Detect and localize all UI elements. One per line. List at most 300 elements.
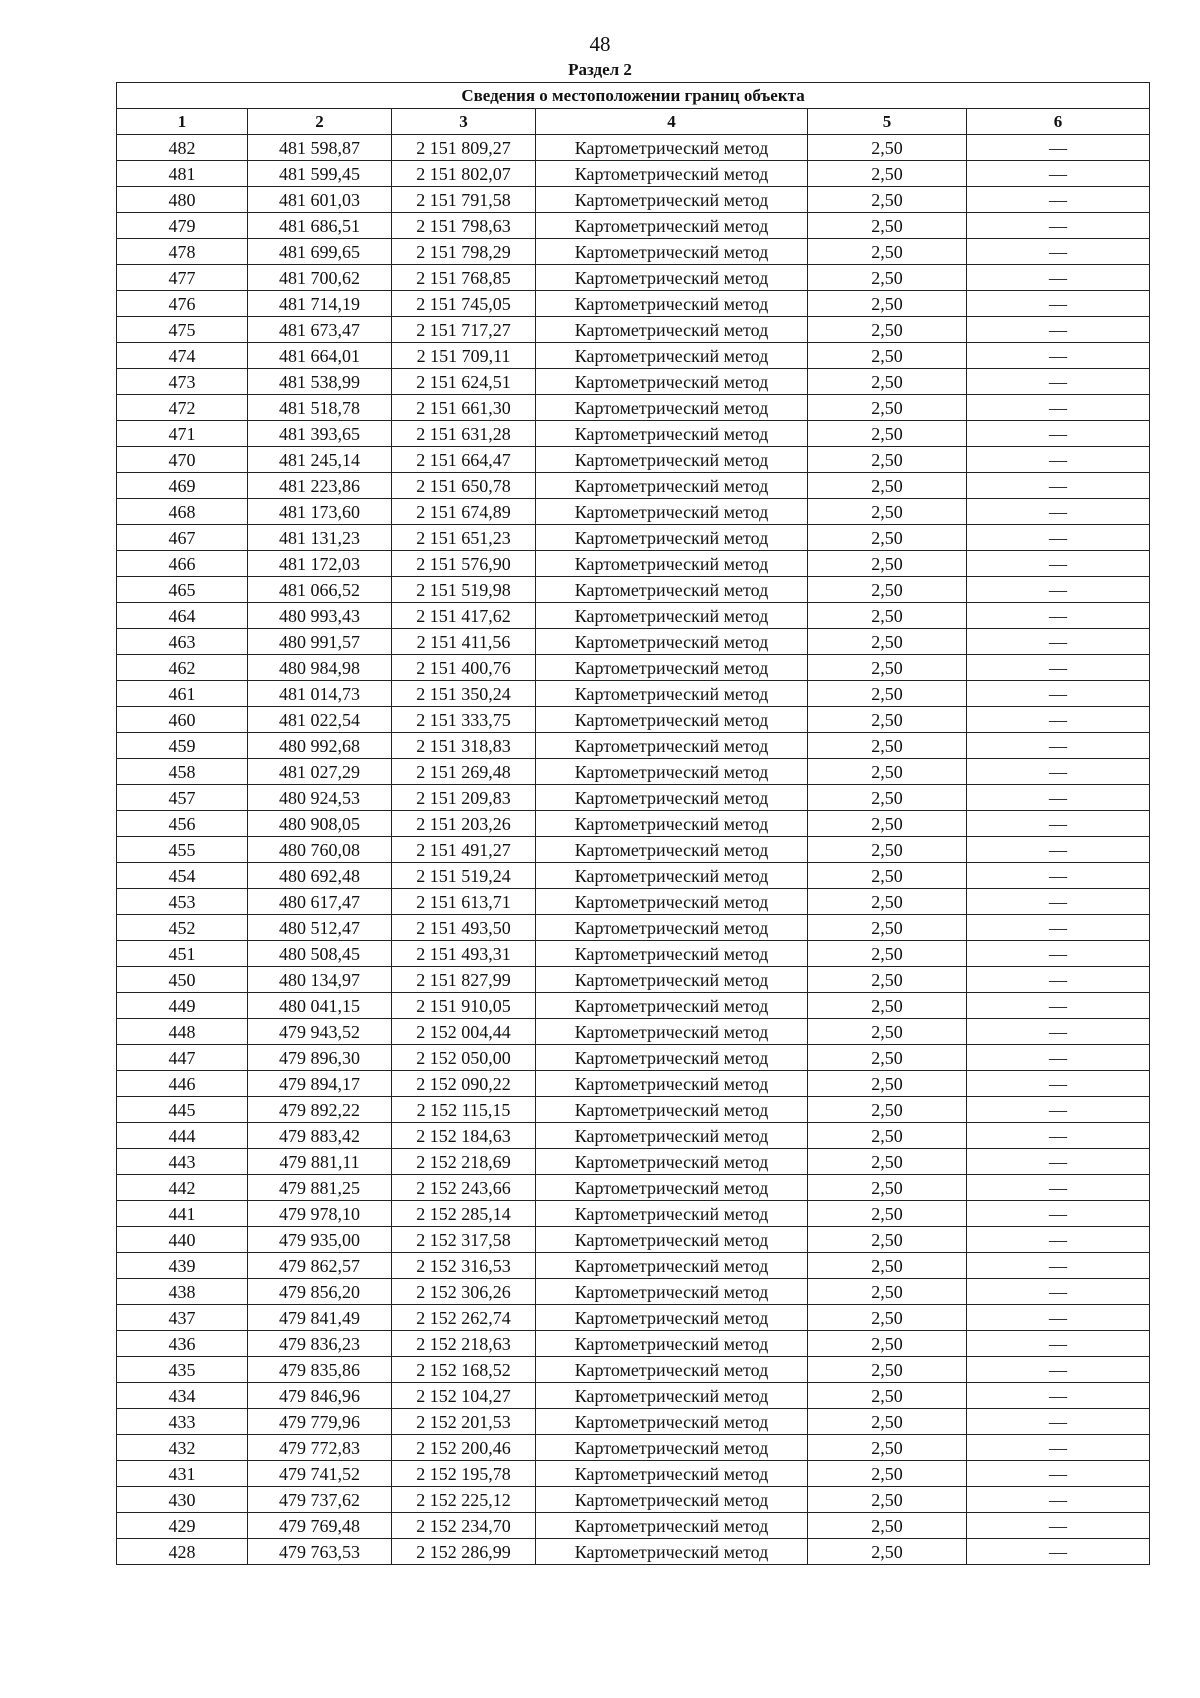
accuracy-cell: 2,50 <box>808 343 967 369</box>
description-cell: — <box>967 291 1150 317</box>
description-cell: — <box>967 707 1150 733</box>
description-cell: — <box>967 863 1150 889</box>
boundary-coordinates-table <box>116 82 1150 1565</box>
description-cell: — <box>967 447 1150 473</box>
accuracy-cell: 2,50 <box>808 1435 967 1461</box>
point-number-cell: 466 <box>117 551 248 577</box>
y-coordinate-cell: 2 151 798,63 <box>392 213 536 239</box>
y-coordinate-cell: 2 151 624,51 <box>392 369 536 395</box>
y-coordinate-cell: 2 152 050,00 <box>392 1045 536 1071</box>
method-cell: Картометрический метод <box>536 447 808 473</box>
table-row <box>117 213 1150 239</box>
table-row <box>117 655 1150 681</box>
method-cell: Картометрический метод <box>536 603 808 629</box>
accuracy-cell: 2,50 <box>808 447 967 473</box>
point-number-cell: 445 <box>117 1097 248 1123</box>
y-coordinate-cell: 2 152 317,58 <box>392 1227 536 1253</box>
x-coordinate-cell: 481 598,87 <box>248 135 392 161</box>
x-coordinate-cell: 479 846,96 <box>248 1383 392 1409</box>
description-cell: — <box>967 1097 1150 1123</box>
method-cell: Картометрический метод <box>536 967 808 993</box>
x-coordinate-cell: 479 737,62 <box>248 1487 392 1513</box>
y-coordinate-cell: 2 151 417,62 <box>392 603 536 629</box>
point-number-cell: 447 <box>117 1045 248 1071</box>
y-coordinate-cell: 2 152 218,69 <box>392 1149 536 1175</box>
method-cell: Картометрический метод <box>536 1461 808 1487</box>
y-coordinate-cell: 2 152 004,44 <box>392 1019 536 1045</box>
table-row <box>117 369 1150 395</box>
description-cell: — <box>967 681 1150 707</box>
description-cell: — <box>967 551 1150 577</box>
description-cell: — <box>967 889 1150 915</box>
table-row <box>117 1123 1150 1149</box>
table-row <box>117 889 1150 915</box>
accuracy-cell: 2,50 <box>808 1383 967 1409</box>
method-cell: Картометрический метод <box>536 863 808 889</box>
method-cell: Картометрический метод <box>536 1409 808 1435</box>
table-row <box>117 187 1150 213</box>
description-cell: — <box>967 941 1150 967</box>
y-coordinate-cell: 2 152 104,27 <box>392 1383 536 1409</box>
y-coordinate-cell: 2 151 411,56 <box>392 629 536 655</box>
accuracy-cell: 2,50 <box>808 629 967 655</box>
method-cell: Картометрический метод <box>536 1019 808 1045</box>
y-coordinate-cell: 2 152 200,46 <box>392 1435 536 1461</box>
accuracy-cell: 2,50 <box>808 915 967 941</box>
accuracy-cell: 2,50 <box>808 1253 967 1279</box>
x-coordinate-cell: 481 700,62 <box>248 265 392 291</box>
method-cell: Картометрический метод <box>536 1383 808 1409</box>
x-coordinate-cell: 481 673,47 <box>248 317 392 343</box>
accuracy-cell: 2,50 <box>808 161 967 187</box>
description-cell: — <box>967 993 1150 1019</box>
y-coordinate-cell: 2 151 613,71 <box>392 889 536 915</box>
description-cell: — <box>967 239 1150 265</box>
x-coordinate-cell: 479 835,86 <box>248 1357 392 1383</box>
description-cell: — <box>967 1227 1150 1253</box>
y-coordinate-cell: 2 151 827,99 <box>392 967 536 993</box>
table-row <box>117 629 1150 655</box>
point-number-cell: 437 <box>117 1305 248 1331</box>
x-coordinate-cell: 479 894,17 <box>248 1071 392 1097</box>
x-coordinate-cell: 481 022,54 <box>248 707 392 733</box>
x-coordinate-cell: 481 027,29 <box>248 759 392 785</box>
accuracy-cell: 2,50 <box>808 395 967 421</box>
method-cell: Картометрический метод <box>536 551 808 577</box>
description-cell: — <box>967 317 1150 343</box>
y-coordinate-cell: 2 151 333,75 <box>392 707 536 733</box>
point-number-cell: 430 <box>117 1487 248 1513</box>
point-number-cell: 453 <box>117 889 248 915</box>
y-coordinate-cell: 2 151 269,48 <box>392 759 536 785</box>
point-number-cell: 473 <box>117 369 248 395</box>
x-coordinate-cell: 481 714,19 <box>248 291 392 317</box>
table-row <box>117 1305 1150 1331</box>
point-number-cell: 457 <box>117 785 248 811</box>
y-coordinate-cell: 2 151 651,23 <box>392 525 536 551</box>
method-cell: Картометрический метод <box>536 1357 808 1383</box>
point-number-cell: 439 <box>117 1253 248 1279</box>
description-cell: — <box>967 1487 1150 1513</box>
y-coordinate-cell: 2 151 493,50 <box>392 915 536 941</box>
table-header-row <box>117 109 1150 135</box>
table-row <box>117 1539 1150 1565</box>
point-number-cell: 434 <box>117 1383 248 1409</box>
point-number-cell: 463 <box>117 629 248 655</box>
accuracy-cell: 2,50 <box>808 889 967 915</box>
column-header: 2 <box>248 109 392 135</box>
table-row <box>117 317 1150 343</box>
table-row <box>117 395 1150 421</box>
description-cell: — <box>967 967 1150 993</box>
accuracy-cell: 2,50 <box>808 733 967 759</box>
point-number-cell: 443 <box>117 1149 248 1175</box>
point-number-cell: 459 <box>117 733 248 759</box>
accuracy-cell: 2,50 <box>808 369 967 395</box>
x-coordinate-cell: 481 538,99 <box>248 369 392 395</box>
accuracy-cell: 2,50 <box>808 213 967 239</box>
description-cell: — <box>967 187 1150 213</box>
y-coordinate-cell: 2 152 218,63 <box>392 1331 536 1357</box>
y-coordinate-cell: 2 152 168,52 <box>392 1357 536 1383</box>
table-body <box>117 135 1150 1565</box>
point-number-cell: 481 <box>117 161 248 187</box>
table-row <box>117 733 1150 759</box>
method-cell: Картометрический метод <box>536 837 808 863</box>
table-row <box>117 343 1150 369</box>
accuracy-cell: 2,50 <box>808 1409 967 1435</box>
method-cell: Картометрический метод <box>536 993 808 1019</box>
y-coordinate-cell: 2 152 262,74 <box>392 1305 536 1331</box>
description-cell: — <box>967 1045 1150 1071</box>
method-cell: Картометрический метод <box>536 889 808 915</box>
description-cell: — <box>967 629 1150 655</box>
accuracy-cell: 2,50 <box>808 317 967 343</box>
table-row <box>117 1019 1150 1045</box>
method-cell: Картометрический метод <box>536 577 808 603</box>
description-cell: — <box>967 395 1150 421</box>
x-coordinate-cell: 480 692,48 <box>248 863 392 889</box>
table-row <box>117 1461 1150 1487</box>
point-number-cell: 436 <box>117 1331 248 1357</box>
description-cell: — <box>967 1409 1150 1435</box>
table-row <box>117 1357 1150 1383</box>
point-number-cell: 435 <box>117 1357 248 1383</box>
x-coordinate-cell: 479 978,10 <box>248 1201 392 1227</box>
point-number-cell: 456 <box>117 811 248 837</box>
point-number-cell: 467 <box>117 525 248 551</box>
accuracy-cell: 2,50 <box>808 1045 967 1071</box>
x-coordinate-cell: 481 518,78 <box>248 395 392 421</box>
method-cell: Картометрический метод <box>536 629 808 655</box>
description-cell: — <box>967 1383 1150 1409</box>
y-coordinate-cell: 2 151 318,83 <box>392 733 536 759</box>
y-coordinate-cell: 2 152 243,66 <box>392 1175 536 1201</box>
accuracy-cell: 2,50 <box>808 993 967 1019</box>
table-row <box>117 941 1150 967</box>
accuracy-cell: 2,50 <box>808 1539 967 1565</box>
x-coordinate-cell: 481 172,03 <box>248 551 392 577</box>
y-coordinate-cell: 2 152 286,99 <box>392 1539 536 1565</box>
point-number-cell: 471 <box>117 421 248 447</box>
point-number-cell: 432 <box>117 1435 248 1461</box>
x-coordinate-cell: 480 908,05 <box>248 811 392 837</box>
x-coordinate-cell: 480 134,97 <box>248 967 392 993</box>
point-number-cell: 440 <box>117 1227 248 1253</box>
x-coordinate-cell: 479 841,49 <box>248 1305 392 1331</box>
x-coordinate-cell: 479 892,22 <box>248 1097 392 1123</box>
table-row <box>117 161 1150 187</box>
accuracy-cell: 2,50 <box>808 1487 967 1513</box>
y-coordinate-cell: 2 151 717,27 <box>392 317 536 343</box>
table-row <box>117 1149 1150 1175</box>
point-number-cell: 476 <box>117 291 248 317</box>
table-row <box>117 1409 1150 1435</box>
y-coordinate-cell: 2 151 674,89 <box>392 499 536 525</box>
table-row <box>117 1331 1150 1357</box>
accuracy-cell: 2,50 <box>808 291 967 317</box>
accuracy-cell: 2,50 <box>808 1071 967 1097</box>
point-number-cell: 464 <box>117 603 248 629</box>
page-number: 48 <box>589 32 611 56</box>
method-cell: Картометрический метод <box>536 265 808 291</box>
method-cell: Картометрический метод <box>536 291 808 317</box>
description-cell: — <box>967 655 1150 681</box>
section-title: Раздел 2 <box>568 60 632 79</box>
table-row <box>117 1435 1150 1461</box>
method-cell: Картометрический метод <box>536 707 808 733</box>
column-header: 5 <box>808 109 967 135</box>
description-cell: — <box>967 1123 1150 1149</box>
y-coordinate-cell: 2 151 491,27 <box>392 837 536 863</box>
method-cell: Картометрический метод <box>536 369 808 395</box>
method-cell: Картометрический метод <box>536 941 808 967</box>
point-number-cell: 479 <box>117 213 248 239</box>
table-row <box>117 837 1150 863</box>
method-cell: Картометрический метод <box>536 915 808 941</box>
accuracy-cell: 2,50 <box>808 577 967 603</box>
description-cell: — <box>967 1253 1150 1279</box>
description-cell: — <box>967 577 1150 603</box>
y-coordinate-cell: 2 151 745,05 <box>392 291 536 317</box>
point-number-cell: 462 <box>117 655 248 681</box>
method-cell: Картометрический метод <box>536 1201 808 1227</box>
column-header: 1 <box>117 109 248 135</box>
x-coordinate-cell: 479 881,11 <box>248 1149 392 1175</box>
table-row <box>117 1175 1150 1201</box>
method-cell: Картометрический метод <box>536 1045 808 1071</box>
accuracy-cell: 2,50 <box>808 1123 967 1149</box>
method-cell: Картометрический метод <box>536 1253 808 1279</box>
description-cell: — <box>967 213 1150 239</box>
x-coordinate-cell: 480 992,68 <box>248 733 392 759</box>
table-row <box>117 967 1150 993</box>
description-cell: — <box>967 421 1150 447</box>
x-coordinate-cell: 481 599,45 <box>248 161 392 187</box>
point-number-cell: 477 <box>117 265 248 291</box>
x-coordinate-cell: 480 991,57 <box>248 629 392 655</box>
y-coordinate-cell: 2 151 661,30 <box>392 395 536 421</box>
method-cell: Картометрический метод <box>536 1539 808 1565</box>
table-caption: Сведения о местоположении границ объекта <box>117 83 1150 109</box>
x-coordinate-cell: 479 883,42 <box>248 1123 392 1149</box>
y-coordinate-cell: 2 152 115,15 <box>392 1097 536 1123</box>
method-cell: Картометрический метод <box>536 395 808 421</box>
y-coordinate-cell: 2 151 809,27 <box>392 135 536 161</box>
accuracy-cell: 2,50 <box>808 837 967 863</box>
description-cell: — <box>967 1071 1150 1097</box>
description-cell: — <box>967 161 1150 187</box>
method-cell: Картометрический метод <box>536 1487 808 1513</box>
x-coordinate-cell: 479 856,20 <box>248 1279 392 1305</box>
point-number-cell: 460 <box>117 707 248 733</box>
description-cell: — <box>967 1461 1150 1487</box>
x-coordinate-cell: 480 508,45 <box>248 941 392 967</box>
accuracy-cell: 2,50 <box>808 707 967 733</box>
accuracy-cell: 2,50 <box>808 499 967 525</box>
y-coordinate-cell: 2 152 306,26 <box>392 1279 536 1305</box>
table-row <box>117 1097 1150 1123</box>
method-cell: Картометрический метод <box>536 1071 808 1097</box>
y-coordinate-cell: 2 151 664,47 <box>392 447 536 473</box>
y-coordinate-cell: 2 152 184,63 <box>392 1123 536 1149</box>
method-cell: Картометрический метод <box>536 811 808 837</box>
y-coordinate-cell: 2 151 209,83 <box>392 785 536 811</box>
description-cell: — <box>967 1019 1150 1045</box>
description-cell: — <box>967 1175 1150 1201</box>
accuracy-cell: 2,50 <box>808 655 967 681</box>
description-cell: — <box>967 837 1150 863</box>
method-cell: Картометрический метод <box>536 135 808 161</box>
point-number-cell: 441 <box>117 1201 248 1227</box>
description-cell: — <box>967 1149 1150 1175</box>
description-cell: — <box>967 1539 1150 1565</box>
y-coordinate-cell: 2 152 234,70 <box>392 1513 536 1539</box>
accuracy-cell: 2,50 <box>808 525 967 551</box>
method-cell: Картометрический метод <box>536 1279 808 1305</box>
method-cell: Картометрический метод <box>536 343 808 369</box>
x-coordinate-cell: 481 601,03 <box>248 187 392 213</box>
x-coordinate-cell: 481 686,51 <box>248 213 392 239</box>
x-coordinate-cell: 479 741,52 <box>248 1461 392 1487</box>
accuracy-cell: 2,50 <box>808 1201 967 1227</box>
column-header: 6 <box>967 109 1150 135</box>
method-cell: Картометрический метод <box>536 525 808 551</box>
method-cell: Картометрический метод <box>536 1123 808 1149</box>
point-number-cell: 429 <box>117 1513 248 1539</box>
x-coordinate-cell: 481 066,52 <box>248 577 392 603</box>
y-coordinate-cell: 2 151 798,29 <box>392 239 536 265</box>
description-cell: — <box>967 499 1150 525</box>
table-row <box>117 239 1150 265</box>
accuracy-cell: 2,50 <box>808 1331 967 1357</box>
accuracy-cell: 2,50 <box>808 1513 967 1539</box>
point-number-cell: 455 <box>117 837 248 863</box>
accuracy-cell: 2,50 <box>808 1149 967 1175</box>
y-coordinate-cell: 2 152 201,53 <box>392 1409 536 1435</box>
table-row <box>117 577 1150 603</box>
method-cell: Картометрический метод <box>536 655 808 681</box>
accuracy-cell: 2,50 <box>808 1175 967 1201</box>
description-cell: — <box>967 1435 1150 1461</box>
point-number-cell: 444 <box>117 1123 248 1149</box>
point-number-cell: 469 <box>117 473 248 499</box>
method-cell: Картометрический метод <box>536 785 808 811</box>
x-coordinate-cell: 481 223,86 <box>248 473 392 499</box>
x-coordinate-cell: 481 173,60 <box>248 499 392 525</box>
x-coordinate-cell: 480 512,47 <box>248 915 392 941</box>
point-number-cell: 451 <box>117 941 248 967</box>
y-coordinate-cell: 2 151 631,28 <box>392 421 536 447</box>
point-number-cell: 461 <box>117 681 248 707</box>
point-number-cell: 470 <box>117 447 248 473</box>
accuracy-cell: 2,50 <box>808 421 967 447</box>
y-coordinate-cell: 2 151 493,31 <box>392 941 536 967</box>
table-row <box>117 1487 1150 1513</box>
y-coordinate-cell: 2 151 768,85 <box>392 265 536 291</box>
x-coordinate-cell: 480 984,98 <box>248 655 392 681</box>
point-number-cell: 475 <box>117 317 248 343</box>
x-coordinate-cell: 479 769,48 <box>248 1513 392 1539</box>
y-coordinate-cell: 2 151 519,98 <box>392 577 536 603</box>
description-cell: — <box>967 1279 1150 1305</box>
y-coordinate-cell: 2 152 225,12 <box>392 1487 536 1513</box>
y-coordinate-cell: 2 151 709,11 <box>392 343 536 369</box>
point-number-cell: 472 <box>117 395 248 421</box>
point-number-cell: 480 <box>117 187 248 213</box>
table-row <box>117 1513 1150 1539</box>
method-cell: Картометрический метод <box>536 317 808 343</box>
table-row <box>117 785 1150 811</box>
y-coordinate-cell: 2 152 316,53 <box>392 1253 536 1279</box>
y-coordinate-cell: 2 151 350,24 <box>392 681 536 707</box>
description-cell: — <box>967 811 1150 837</box>
method-cell: Картометрический метод <box>536 759 808 785</box>
method-cell: Картометрический метод <box>536 239 808 265</box>
x-coordinate-cell: 481 014,73 <box>248 681 392 707</box>
y-coordinate-cell: 2 152 090,22 <box>392 1071 536 1097</box>
method-cell: Картометрический метод <box>536 473 808 499</box>
x-coordinate-cell: 479 763,53 <box>248 1539 392 1565</box>
accuracy-cell: 2,50 <box>808 135 967 161</box>
x-coordinate-cell: 480 924,53 <box>248 785 392 811</box>
x-coordinate-cell: 479 836,23 <box>248 1331 392 1357</box>
x-coordinate-cell: 480 041,15 <box>248 993 392 1019</box>
method-cell: Картометрический метод <box>536 681 808 707</box>
x-coordinate-cell: 479 896,30 <box>248 1045 392 1071</box>
description-cell: — <box>967 473 1150 499</box>
point-number-cell: 468 <box>117 499 248 525</box>
x-coordinate-cell: 479 862,57 <box>248 1253 392 1279</box>
x-coordinate-cell: 480 617,47 <box>248 889 392 915</box>
method-cell: Картометрический метод <box>536 161 808 187</box>
table-row <box>117 707 1150 733</box>
x-coordinate-cell: 479 779,96 <box>248 1409 392 1435</box>
description-cell: — <box>967 1305 1150 1331</box>
description-cell: — <box>967 759 1150 785</box>
description-cell: — <box>967 265 1150 291</box>
point-number-cell: 465 <box>117 577 248 603</box>
table-row <box>117 265 1150 291</box>
y-coordinate-cell: 2 152 195,78 <box>392 1461 536 1487</box>
y-coordinate-cell: 2 151 791,58 <box>392 187 536 213</box>
description-cell: — <box>967 1201 1150 1227</box>
accuracy-cell: 2,50 <box>808 1227 967 1253</box>
point-number-cell: 454 <box>117 863 248 889</box>
method-cell: Картометрический метод <box>536 1331 808 1357</box>
table-row <box>117 447 1150 473</box>
description-cell: — <box>967 135 1150 161</box>
